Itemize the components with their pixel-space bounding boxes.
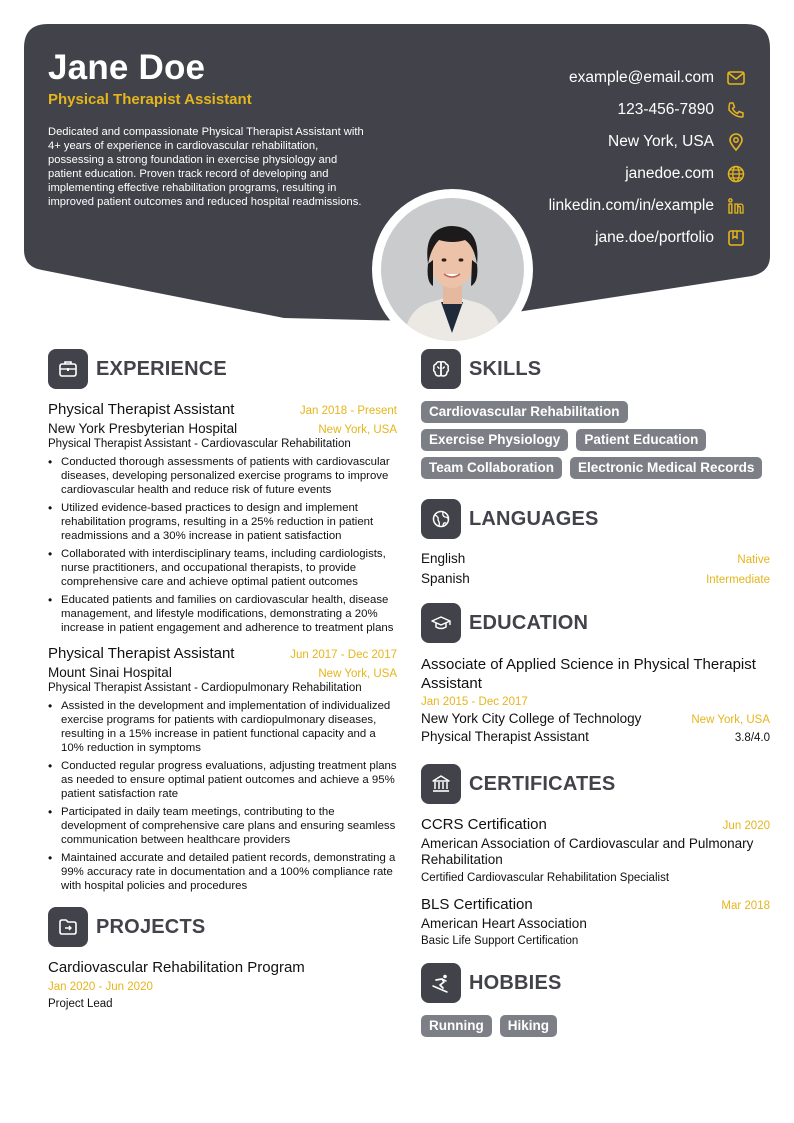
projects-section xyxy=(48,907,397,1010)
contact-phone[interactable] xyxy=(446,94,746,126)
resume-header xyxy=(24,24,770,334)
skill-tag: Exercise Physiology xyxy=(421,429,568,451)
folder-icon xyxy=(48,907,88,947)
skill-tag: Team Collaboration xyxy=(421,457,562,479)
skills-tags xyxy=(421,401,770,479)
language-name: Spanish xyxy=(421,571,470,586)
graduation-cap-icon xyxy=(421,603,461,643)
hobbies-title: HOBBIES xyxy=(469,971,562,994)
contact-website-text[interactable]: janedoe.com xyxy=(625,165,714,182)
certificate-date: Mar 2018 xyxy=(721,900,770,912)
education-program: Physical Therapist Assistant xyxy=(421,729,589,744)
summary-text: Dedicated and compassionate Physical Therapist Assistant with 4+ years of experience in cardiovascular rehabilitation, possessing a strong foundation in exercise physiology and patient education. Proven track record of developing and implementing effective rehabilitation programs, resulting in improved patient outcomes and reduced hospital readmissions. xyxy=(48,126,364,208)
experience-item xyxy=(48,645,397,893)
certificates-section xyxy=(421,764,770,947)
projects-title: PROJECTS xyxy=(96,915,206,938)
language-level: Native xyxy=(737,554,770,566)
language-icon xyxy=(421,499,461,539)
institution-icon xyxy=(421,764,461,804)
contact-email[interactable] xyxy=(446,62,746,94)
experience-heading xyxy=(48,349,397,389)
job-bullet: • Assisted in the development and implementation of individualized exercise programs for patients with cardiopulmonary diseases, resulting in a 15% increase in patient functional capacity and a 10% reduction in symptoms xyxy=(48,699,397,755)
linkedin-icon xyxy=(726,196,746,216)
job-title: Physical Therapist Assistant xyxy=(48,401,235,418)
job-location: New York, USA xyxy=(318,424,397,436)
contact-linkedin-text[interactable]: linkedin.com/in/example xyxy=(548,197,714,214)
skills-title: SKILLS xyxy=(469,357,542,380)
experience-section xyxy=(48,349,397,893)
hobbies-section xyxy=(421,963,770,1037)
certificate-date: Jun 2020 xyxy=(722,820,770,832)
candidate-name: Jane Doe xyxy=(48,48,206,87)
hobbies-tags xyxy=(421,1015,770,1037)
job-subtitle: Physical Therapist Assistant - Cardiovascular Rehabilitation xyxy=(48,438,351,450)
language-row xyxy=(421,551,770,571)
project-name: Cardiovascular Rehabilitation Program xyxy=(48,959,305,976)
languages-heading xyxy=(421,499,770,539)
education-title: EDUCATION xyxy=(469,611,589,634)
email-icon xyxy=(726,68,746,88)
language-level: Intermediate xyxy=(706,574,770,586)
job-bullet: • Educated patients and families on cardiovascular health, disease management, and lifestyle modifications, demonstrating a 20% increase in patient engagement and adherence to treatment plans xyxy=(48,593,397,635)
education-school: New York City College of Technology xyxy=(421,711,642,726)
job-bullet: • Conducted thorough assessments of patients with cardiovascular diseases, developing personalized exercise programs to improve cardiovascular health and reduce risk of future events xyxy=(48,455,397,497)
skiing-icon xyxy=(421,963,461,1003)
job-bullet: • Utilized evidence-based practices to design and implement rehabilitation programs, resulting in a 25% reduction in patient readmissions and a 30% increase in patient satisfaction xyxy=(48,501,397,543)
location-icon xyxy=(726,132,746,152)
job-bullet: • Maintained accurate and detailed patient records, demonstrating a 99% accuracy rate in documentation and a 100% compliance rate with hospital policies and procedures xyxy=(48,851,397,893)
hobbies-heading xyxy=(421,963,770,1003)
contact-location xyxy=(446,126,746,158)
certificates-heading xyxy=(421,764,770,804)
certificate-issuer: American Association of Cardiovascular and Pulmonary Rehabilitation xyxy=(421,836,754,867)
job-employer: Mount Sinai Hospital xyxy=(48,665,172,680)
certificate-issuer: American Heart Association xyxy=(421,916,587,931)
job-bullet: • Conducted regular progress evaluations, adjusting treatment plans as needed to ensure optimal patient outcomes and achieve a 95% patient satisfaction rate xyxy=(48,759,397,801)
skills-section xyxy=(421,349,770,479)
certificate-desc: Basic Life Support Certification xyxy=(421,935,579,947)
job-title: Physical Therapist Assistant xyxy=(48,645,235,662)
job-subtitle: Physical Therapist Assistant - Cardiopulmonary Rehabilitation xyxy=(48,682,362,694)
right-column xyxy=(421,349,770,1037)
job-location: New York, USA xyxy=(318,668,397,680)
avatar xyxy=(381,198,524,341)
languages-section xyxy=(421,499,770,591)
education-section xyxy=(421,603,770,744)
brain-icon xyxy=(421,349,461,389)
project-item xyxy=(48,959,397,1010)
certificate-item xyxy=(421,816,770,884)
job-bullets xyxy=(48,699,397,893)
skill-tag: Cardiovascular Rehabilitation xyxy=(421,401,628,423)
education-location: New York, USA xyxy=(691,714,770,726)
contact-portfolio-text[interactable]: jane.doe/portfolio xyxy=(595,229,714,246)
contact-location-text: New York, USA xyxy=(608,133,714,150)
education-gpa: 3.8/4.0 xyxy=(734,732,770,744)
experience-title: EXPERIENCE xyxy=(96,357,227,380)
candidate-role: Physical Therapist Assistant xyxy=(48,91,252,108)
job-bullets xyxy=(48,455,397,635)
job-date: Jun 2017 - Dec 2017 xyxy=(290,649,397,661)
job-bullet: • Collaborated with interdisciplinary teams, including cardiologists, nurse practitioners, and occupational therapists, to provide comprehensive care and achieve optimal patient outcomes xyxy=(48,547,397,589)
job-date: Jan 2018 - Present xyxy=(299,405,397,417)
certificate-item xyxy=(421,896,770,947)
project-role: Project Lead xyxy=(48,998,113,1010)
left-column xyxy=(48,349,397,1010)
experience-item xyxy=(48,401,397,635)
skill-tag: Patient Education xyxy=(576,429,706,451)
certificate-desc: Certified Cardiovascular Rehabilitation Specialist xyxy=(421,872,670,884)
hobby-tag: Hiking xyxy=(500,1015,557,1037)
phone-icon xyxy=(726,100,746,120)
contact-website[interactable] xyxy=(446,158,746,190)
languages-title: LANGUAGES xyxy=(469,507,599,530)
education-heading xyxy=(421,603,770,643)
globe-icon xyxy=(726,164,746,184)
projects-heading xyxy=(48,907,397,947)
skills-heading xyxy=(421,349,770,389)
education-degree: Associate of Applied Science in Physical Therapist Assistant xyxy=(421,656,756,692)
job-bullet: • Participated in daily team meetings, contributing to the development of comprehensive care plans and ensuring seamless communication between healthcare providers xyxy=(48,805,397,847)
contact-email-text[interactable]: example@email.com xyxy=(569,69,714,86)
project-date: Jan 2020 - Jun 2020 xyxy=(48,981,153,993)
briefcase-icon xyxy=(48,349,88,389)
job-employer: New York Presbyterian Hospital xyxy=(48,421,238,436)
certificate-name: BLS Certification xyxy=(421,896,533,913)
certificates-title: CERTIFICATES xyxy=(469,772,616,795)
contact-phone-text[interactable]: 123-456-7890 xyxy=(617,101,714,118)
education-date: Jan 2015 - Dec 2017 xyxy=(421,696,528,708)
certificate-name: CCRS Certification xyxy=(421,816,547,833)
language-name: English xyxy=(421,551,466,566)
portfolio-icon xyxy=(726,228,746,248)
hobby-tag: Running xyxy=(421,1015,492,1037)
language-row xyxy=(421,571,770,591)
skill-tag: Electronic Medical Records xyxy=(570,457,762,479)
